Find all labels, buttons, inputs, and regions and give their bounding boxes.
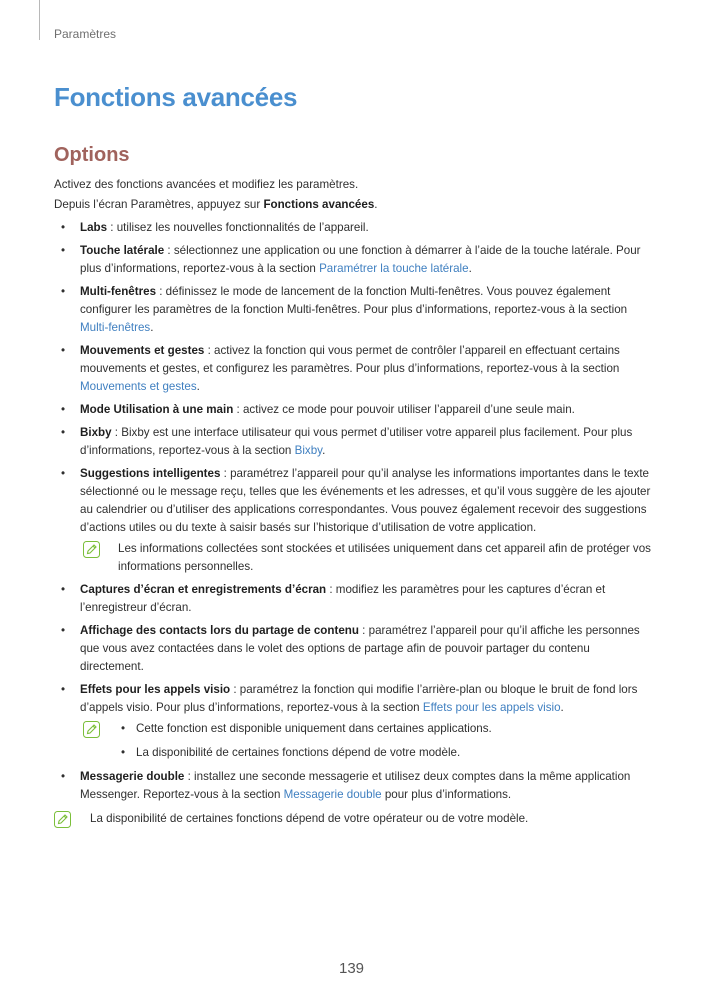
- effets-note-item: • La disponibilité de certaines fonctions dépend de votre modèle.: [118, 744, 654, 762]
- intro-line-1: Activez des fonctions avancées et modifiez les paramètres.: [54, 178, 359, 191]
- link-mouvements[interactable]: Mouvements et gestes: [80, 380, 197, 393]
- list-item-effets-visio: • Effets pour les appels visio : paramétrez la fonction qui modifie l’arrière-plan ou bloque le bruit de fond lors d’appels visio. Pour plus d’informations, reportez-vous à la section Effets pour les appels visio. • Cette fonction est disponible uniquement dans certaines applications. • La disponibilité de certaines fonctions dépend de votre modèle.: [54, 681, 654, 762]
- note-effets-visio: [80, 720, 654, 762]
- effets-note-item: • Cette fonction est disponible uniquement dans certaines applications.: [118, 720, 654, 738]
- list-item-labs: • Labs : utilisez les nouvelles fonctionnalités de l’appareil.: [54, 219, 654, 237]
- page-title: Fonctions avancées: [54, 82, 298, 112]
- link-bixby[interactable]: Bixby: [294, 444, 323, 457]
- final-note: La disponibilité de certaines fonctions dépend de votre opérateur ou de votre modèle.: [54, 810, 654, 828]
- main-content: [54, 176, 654, 828]
- list-item-touche-laterale: • Touche latérale : sélectionnez une application ou une fonction à démarrer à l’aide de la touche latérale. Pour plus d’informations, reportez-vous à la section Paramétrer la touche latérale.: [54, 242, 654, 278]
- intro-bold: Fonctions avancées: [263, 198, 375, 211]
- note-pencil-icon: [54, 811, 71, 828]
- header-divider: [39, 0, 40, 40]
- list-item-affichage-contacts: • Affichage des contacts lors du partage de contenu : paramétrez l’appareil pour qu’il affiche les personnes que vous avez contactées dans le volet des options de partage afin de pouvoir partager du contenu directement.: [54, 622, 654, 676]
- list-item-multi-fenetres: • Multi-fenêtres : définissez le mode de lancement de la fonction Multi-fenêtres. Vous pouvez également configurer les paramètres de la fonction Multi-fenêtres. Pour plus d’informations, reportez-vous à la section Multi-fenêtres.: [54, 283, 654, 337]
- intro-line-2: Depuis l’écran Paramètres, appuyez sur Fonctions avancées.: [54, 198, 378, 211]
- effets-notes-list: [118, 720, 654, 762]
- link-effets-visio[interactable]: Effets pour les appels visio: [422, 701, 561, 714]
- note-suggestions: Les informations collectées sont stockées et utilisées uniquement dans cet appareil afin de protéger vos informations personnelles.: [80, 540, 654, 576]
- list-item-suggestions: • Suggestions intelligentes : paramétrez l’appareil pour qu’il analyse les informations importantes dans le texte sélectionné ou le message reçu, telles que les événements et les adresses, et qu’il vous suggère de les ajouter au calendrier ou d’utiliser des applications correspondantes. Vous pouvez également recevoir des suggestions d’actions utiles ou du texte à saisir basés sur l’historique d’utilisation de votre application. Les informations collectées sont stockées et utilisées uniquement dans cet appareil afin de protéger vos informations personnelles.: [54, 465, 654, 576]
- list-item-captures: • Captures d’écran et enregistrements d’écran : modifiez les paramètres pour les captures d’écran et l’enregistreur d’écran.: [54, 581, 654, 617]
- note-pencil-icon: [83, 721, 100, 738]
- section-subtitle: Options: [54, 144, 130, 166]
- page-number: 139: [338, 960, 365, 977]
- section-header: Paramètres: [54, 27, 117, 41]
- link-touche-laterale[interactable]: Paramétrer la touche latérale: [319, 262, 469, 275]
- note-pencil-icon: [83, 541, 100, 558]
- list-item-mode-une-main: • Mode Utilisation à une main : activez ce mode pour pouvoir utiliser l’appareil d’une seule main.: [54, 401, 654, 419]
- link-multi-fenetres[interactable]: Multi-fenêtres: [80, 321, 151, 334]
- link-messagerie-double[interactable]: Messagerie double: [283, 788, 382, 801]
- list-item-bixby: • Bixby : Bixby est une interface utilisateur qui vous permet d’utiliser votre appareil plus facilement. Pour plus d’informations, reportez-vous à la section Bixby.: [54, 424, 654, 460]
- list-item-mouvements: • Mouvements et gestes : activez la fonction qui vous permet de contrôler l’appareil en effectuant certains mouvements et gestes, et configurez les paramètres. Pour plus d’informations, reportez-vous à la section Mouvements et gestes.: [54, 342, 654, 396]
- options-list: [54, 219, 654, 804]
- list-item-messagerie-double: • Messagerie double : installez une seconde messagerie et utilisez deux comptes dans la même application Messenger. Reportez-vous à la section Messagerie double pour plus d’informations.: [54, 768, 654, 804]
